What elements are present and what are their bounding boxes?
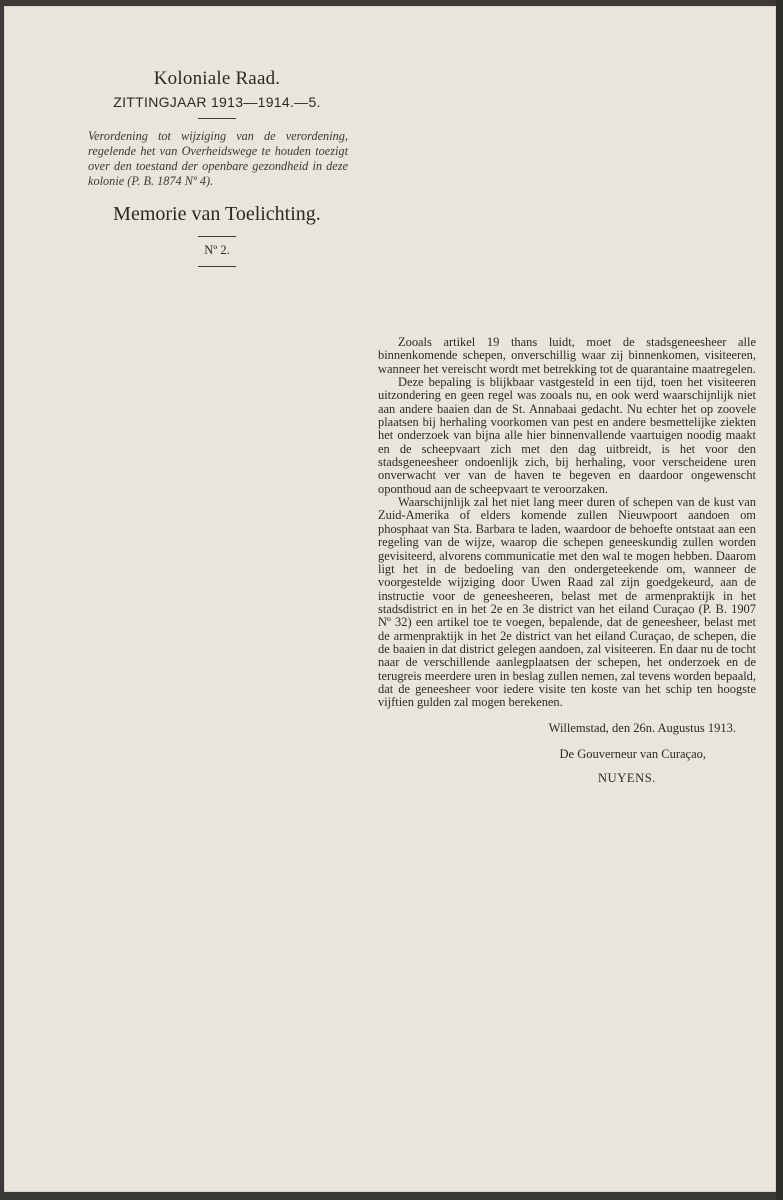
divider-rule [198,236,236,237]
scan-edge [776,0,783,1200]
paragraph-3: Waarschijnlijk zal het niet lang meer duren of schepen van de kust van Zuid-Amerika of elders komende zullen Nieuwpoort aandoen om phosphaat van Sta. Barbara te laden, waardoor de behoefte ontstaat aan een regeling van de wijze, waarop die schepen geneeskundig zullen worden gevisiteerd, alvorens communicatie met den wal te mogen hebben. Daarom ligt het in de bedoeling van den ondergeteekende om, wanneer de voorgestelde wijziging door Uwen Raad zal zijn goedgekeurd, aan de instructie voor de geneesheeren, belast met de armenpraktijk in het stadsdistrict en in het 2e en 3e district van het eiland Curaçao (P. B. 1907 Nº 32) een artikel toe te voegen, bepalende, dat de geneesheer, belast met de armenpraktijk in het 2e district van het eiland Curaçao, de schepen, die de baaien in dat district gelegen aandoen, zal visiteeren. En daar nu de tocht naar de verschillende aanlegplaatsen der schepen, het onderzoek en de terugreis meerdere uren in beslag zullen nemen, zal tevens worden bepaald, dat de geneesheer voor iedere visite ten koste van het schip ten hoogste vijftien gulden zal mogen berekenen. [378,495,756,710]
document-page [4,6,776,1192]
header-block [82,68,352,277]
governor-name: NUYENS. [597,771,656,786]
divider-rule [198,118,236,119]
ordinance-description: Verordening tot wijziging van de verordening, regelende het van Overheidswege te houden toezigt over den toestand der openbare gezondheid in deze kolonie (P. B. 1874 Nº 4). [88,129,348,188]
governor-title: De Gouverneur van Curaçao, [559,746,706,761]
body-text [378,336,756,786]
divider-rule [198,266,236,267]
paragraph-2: Deze bepaling is blijkbaar vastgesteld in een tijd, toen het visiteeren uitzondering en geen regel was zooals nu, en ook werd waarschijnlijk niet aan andere baaien dan de St. Annabaai gedacht. Nu echter het op zoovele plaatsen bij herhaling voorkomen van pest en andere besmettelijke ziekten het onderzoek van bijna alle hier binnenvallende vaartuigen noodig maakt en de scheepvaart zich met den dag uitbreidt, is het voor den stadsgeneesheer ondoenlijk zich, bij herhaling, voor verscheidene uren onverwacht ver van de haven te begeven en daardoor ongewenscht oponthoud aan de scheepvaart te veroorzaken. [378,375,756,496]
memorie-title: Memorie van Toelichting. [113,203,321,225]
signoff-block [378,722,756,786]
session-line: ZITTINGJAAR 1913—1914.—5. [113,94,321,110]
place-date: Willemstad, den 26n. Augustus 1913. [548,720,736,735]
paragraph-1: Zooals artikel 19 thans luidt, moet de stadsgeneesheer alle binnenkomende schepen, onverschillig waar zij binnenkomen, visiteeren, wanneer het vereischt wordt met betrekking tot de quarantaine maatregelen. [378,335,756,376]
council-title: Koloniale Raad. [153,68,281,89]
document-number: Nº 2. [204,243,230,257]
